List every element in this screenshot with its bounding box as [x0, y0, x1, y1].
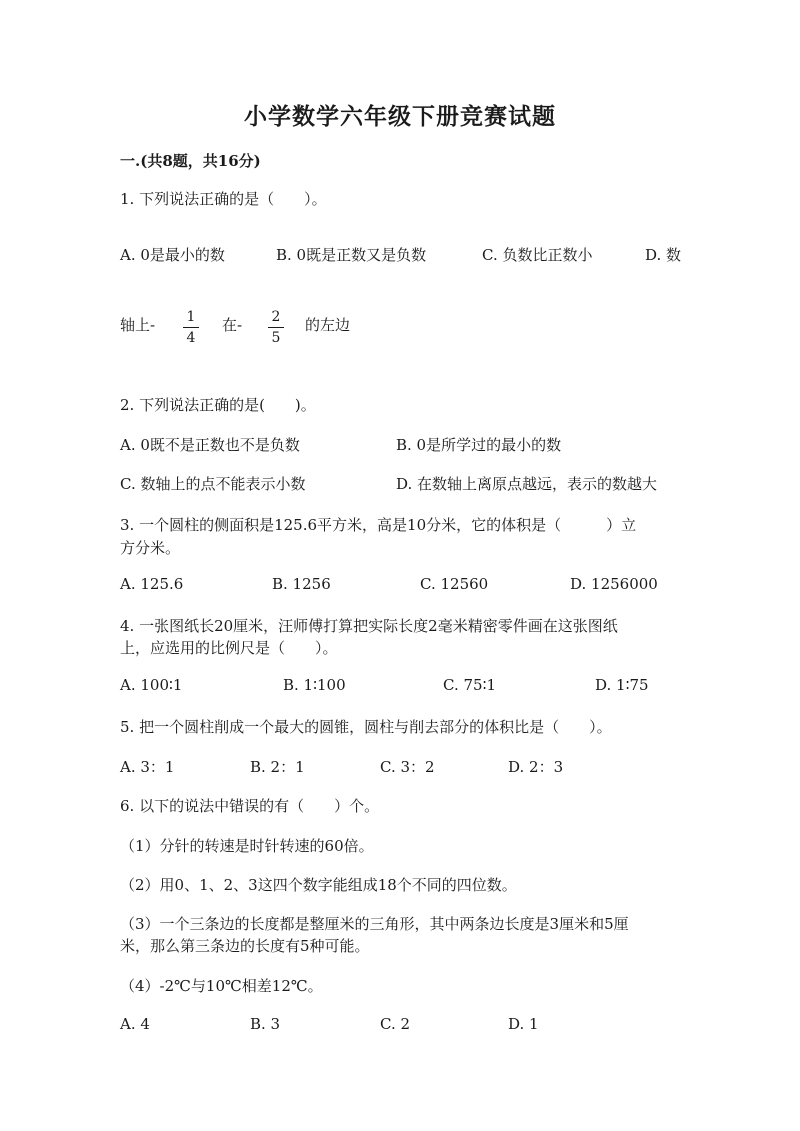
fraction-two-fifths — [266, 310, 286, 345]
question-1-option-d-suffix: 的左边 — [305, 316, 351, 334]
question-2-option-a: A. 0既不是正数也不是负数 — [120, 436, 300, 454]
question-1-option-d-prefix: 轴上- — [120, 316, 156, 334]
question-4-option-b: B. 1∶100 — [283, 676, 346, 694]
question-2-stem: 2. 下列说法正确的是( )。 — [120, 396, 316, 414]
question-4-option-c: C. 75∶1 — [443, 676, 497, 694]
question-3-option-d: D. 1256000 — [570, 575, 658, 593]
fraction-denominator: 5 — [271, 330, 281, 346]
section-heading: 一.(共8题，共16分) — [120, 152, 261, 170]
page-title: 小学数学六年级下册竞赛试题 — [244, 103, 556, 130]
question-6-option-a: A. 4 — [120, 1015, 150, 1033]
question-6-option-c: C. 2 — [380, 1015, 411, 1033]
question-4-option-d: D. 1∶75 — [595, 676, 649, 694]
question-6-statement-3-line2: 米，那么第三条边的长度有5种可能。 — [120, 937, 370, 955]
question-6-statement-3-line1: （3）一个三条边的长度都是整厘米的三角形，其中两条边长度是3厘米和5厘 — [120, 915, 629, 933]
question-3-option-b: B. 1256 — [272, 575, 331, 593]
question-1-option-d: D. 数 — [645, 246, 682, 264]
question-6-statement-4: （4）-2℃与10℃相差12℃。 — [120, 977, 323, 995]
fraction-bar — [183, 327, 199, 328]
question-4-option-a: A. 100∶1 — [120, 676, 183, 694]
question-3-stem-line2: 方分米。 — [120, 539, 181, 557]
fraction-denominator: 4 — [186, 330, 196, 346]
question-2-option-d: D. 在数轴上离原点越远，表示的数越大 — [396, 475, 658, 493]
question-5-option-d: D. 2：3 — [508, 758, 564, 776]
question-1-option-b: B. 0既是正数又是负数 — [276, 246, 427, 264]
question-1-option-c: C. 负数比正数小 — [482, 246, 593, 264]
question-3-option-a: A. 125.6 — [120, 575, 184, 593]
question-2-option-c: C. 数轴上的点不能表示小数 — [120, 475, 306, 493]
question-5-option-a: A. 3：1 — [120, 758, 175, 776]
question-3-option-c: C. 12560 — [420, 575, 489, 593]
question-3-stem-line1: 3. 一个圆柱的侧面积是125.6平方米，高是10分米，它的体积是（ ）立 — [120, 516, 637, 534]
question-6-statement-2: （2）用0、1、2、3这四个数字能组成18个不同的四位数。 — [120, 876, 517, 894]
question-1-option-d-mid: 在- — [222, 316, 243, 334]
question-4-stem-line2: 上，应选用的比例尺是（ ）。 — [120, 639, 338, 657]
fraction-numerator: 1 — [186, 309, 196, 325]
question-6-statement-1: （1）分针的转速是时针转速的60倍。 — [120, 837, 374, 855]
question-1-option-a: A. 0是最小的数 — [120, 246, 225, 264]
question-6-option-d: D. 1 — [508, 1015, 539, 1033]
question-5-option-c: C. 3：2 — [380, 758, 435, 776]
question-1-stem: 1. 下列说法正确的是（ ）。 — [120, 190, 327, 208]
fraction-numerator: 2 — [271, 309, 281, 325]
question-2-option-b: B. 0是所学过的最小的数 — [396, 436, 562, 454]
fraction-one-quarter — [181, 310, 201, 345]
question-6-stem: 6. 以下的说法中错误的有（ ）个。 — [120, 797, 380, 815]
question-5-option-b: B. 2：1 — [250, 758, 305, 776]
fraction-bar — [268, 327, 284, 328]
question-5-stem: 5. 把一个圆柱削成一个最大的圆锥，圆柱与削去部分的体积比是（ ）。 — [120, 718, 612, 736]
question-6-option-b: B. 3 — [250, 1015, 281, 1033]
question-4-stem-line1: 4. 一张图纸长20厘米，汪师傅打算把实际长度2毫米精密零件画在这张图纸 — [120, 617, 618, 635]
